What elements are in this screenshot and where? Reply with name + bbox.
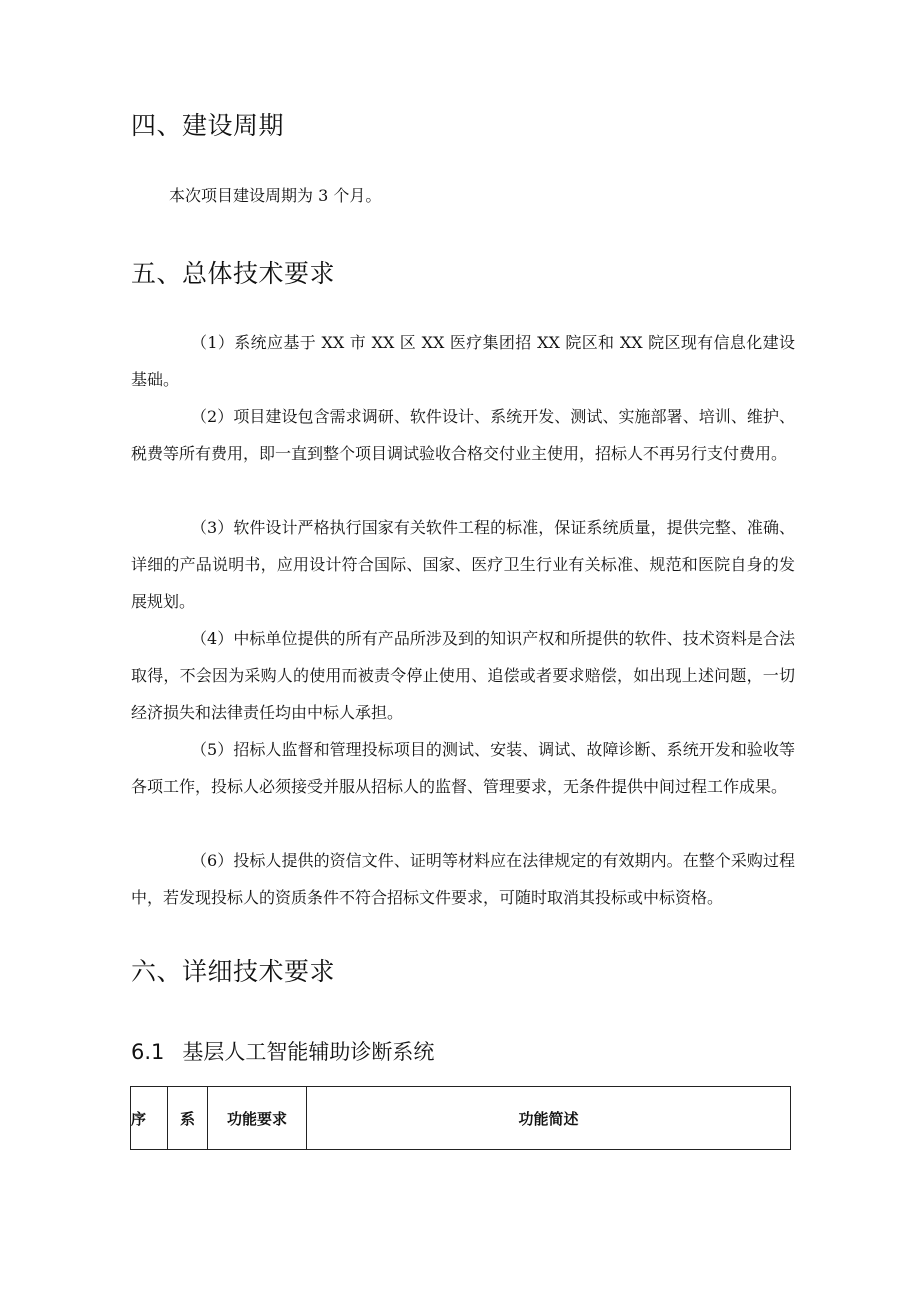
section-6-heading: 六、详细技术要求 [131,957,336,986]
requirement-item-5: （5）招标人监督和管理投标项目的测试、安装、调试、故障诊断、系统开发和验收等各项工作，投标人必须接受并服从招标人的监督、管理要求，无条件提供中间过程工作成果。 [131,740,795,796]
requirement-item-3: （3）软件设计严格执行国家有关软件工程的标准，保证系统质量，提供完整、准确、详细的产品说明书，应用设计符合国际、国家、医疗卫生行业有关标准、规范和医院自身的发展规划。 [131,518,795,611]
table-header-row [131,1087,791,1150]
subsection-number: 6.1 [131,1040,165,1064]
requirement-item-2: （2）项目建设包含需求调研、软件设计、系统开发、测试、实施部署、培训、维护、税费等所有费用，即一直到整个项目调试验收合格交付业主使用，招标人不再另行支付费用。 [131,407,795,463]
requirement-item-1: （1）系统应基于 XX 市 XX 区 XX 医疗集团招 XX 院区和 XX 院区现有信息化建设基础。 [131,333,795,389]
section-4-heading: 四、建设周期 [131,111,285,140]
subsection-title: 基层人工智能辅助诊断系统 [182,1040,435,1064]
table-header-index: 序 [131,1087,168,1150]
requirement-item-6: （6）投标人提供的资信文件、证明等材料应在法律规定的有效期内。在整个采购过程中，若发现投标人的资质条件不符合招标文件要求，可随时取消其投标或中标资格。 [131,851,795,907]
section-5-heading: 五、总体技术要求 [131,259,336,288]
table-header-system: 系 [168,1087,208,1150]
subsection-heading [131,1038,434,1066]
table-header-function-requirement: 功能要求 [208,1087,307,1150]
table-header-function-description: 功能简述 [307,1087,791,1150]
requirement-item-4: （4）中标单位提供的所有产品所涉及到的知识产权和所提供的软件、技术资料是合法取得，不会因为采购人的使用而被责令停止使用、追偿或者要求赔偿，如出现上述问题，一切经济损失和法律责任均由中标人承担。 [131,629,795,722]
section-4-text: 本次项目建设周期为 3 个月。 [169,186,382,205]
requirements-table [130,1086,791,1150]
